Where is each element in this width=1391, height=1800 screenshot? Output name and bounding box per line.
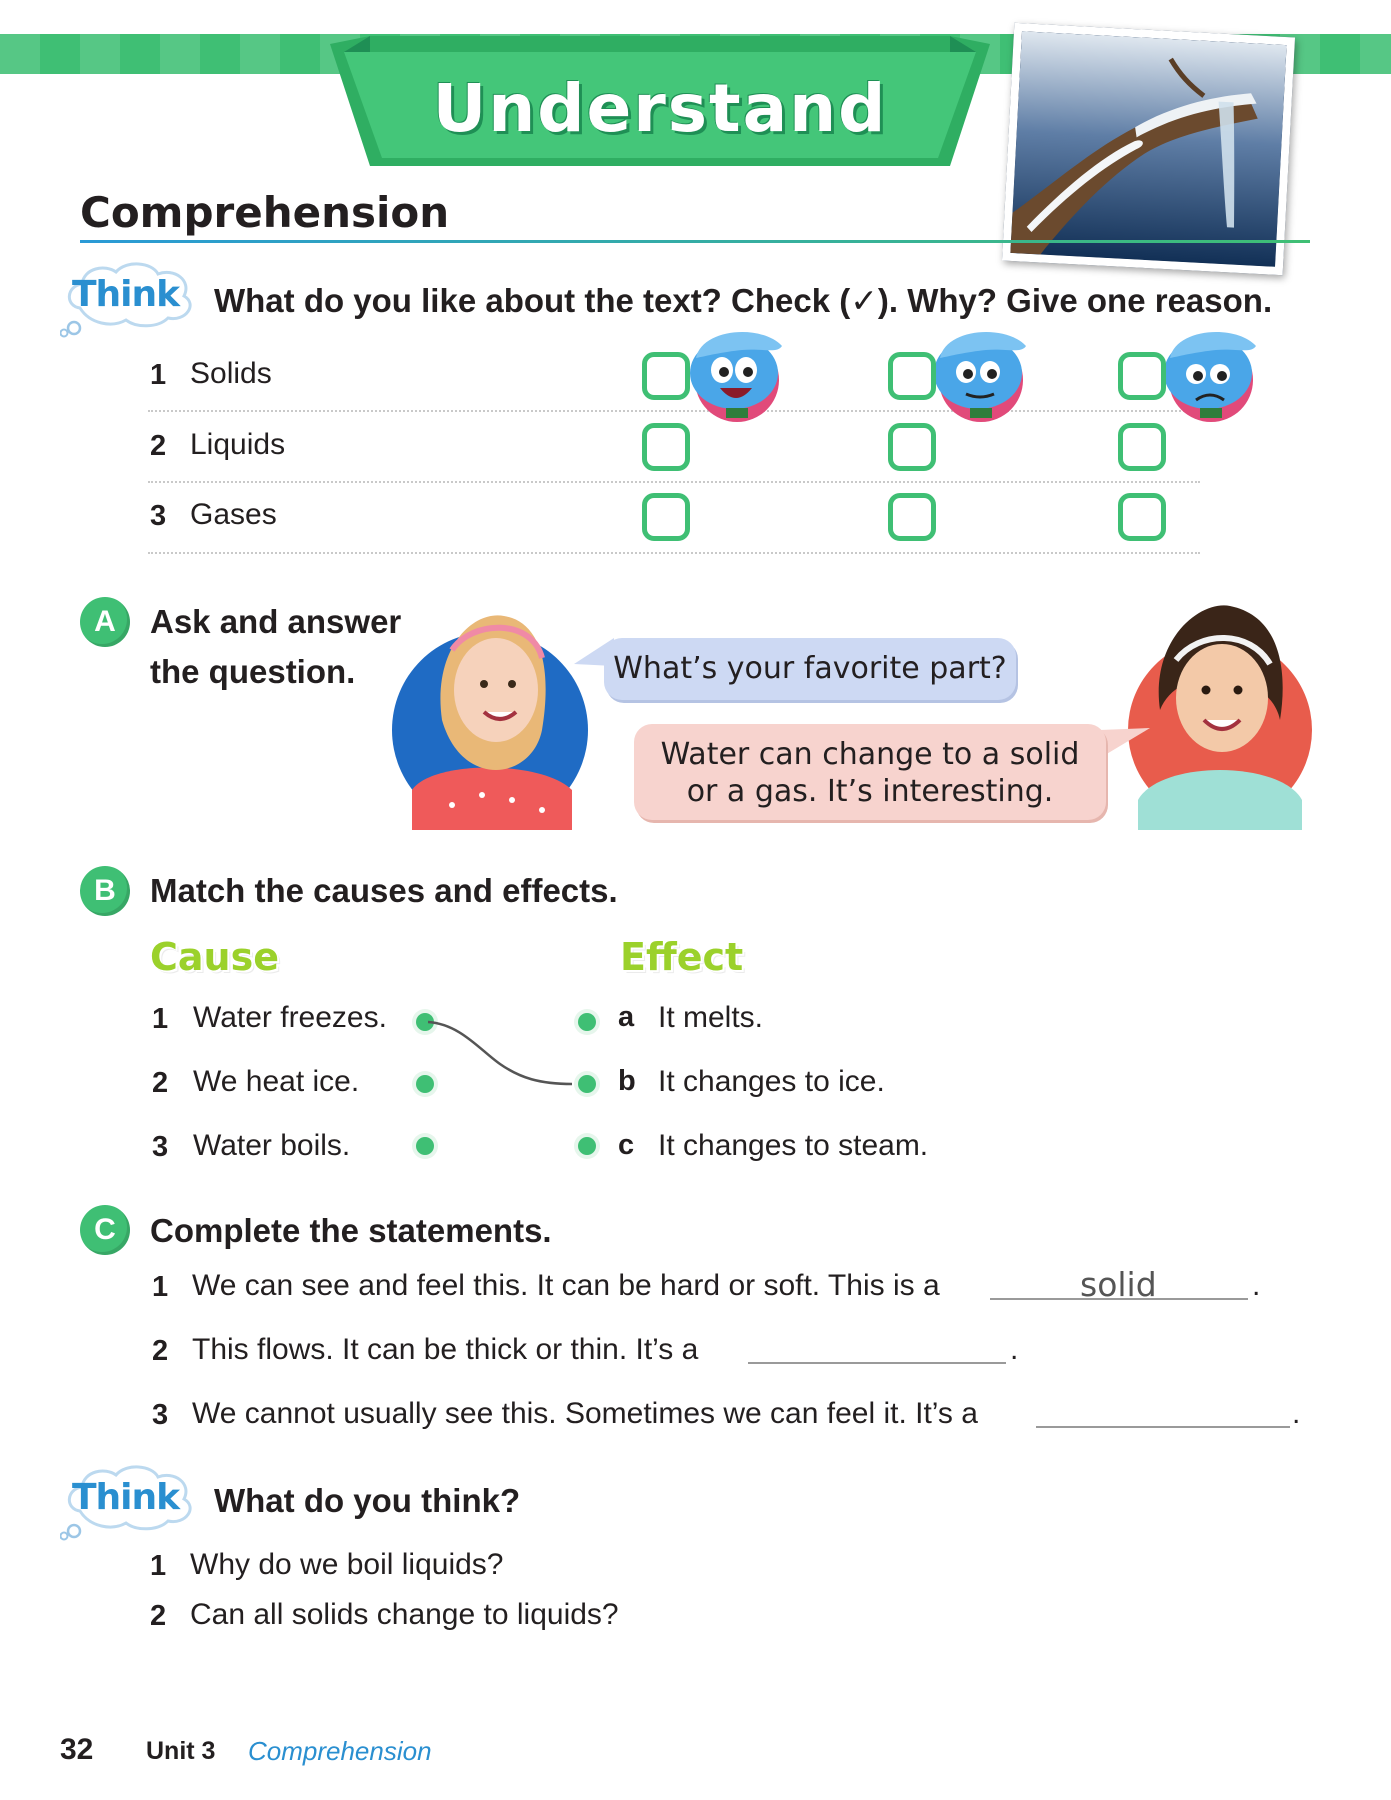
effect-match-dot[interactable] [578, 1013, 596, 1031]
checkbox-solids-sad[interactable] [1118, 352, 1166, 400]
section-a-badge: A [80, 597, 130, 647]
cause-text: We heat ice. [193, 1065, 360, 1098]
speech-bubble-question [604, 638, 1016, 700]
cause-match-dot[interactable] [416, 1137, 434, 1155]
checkbox-solids-happy[interactable] [642, 352, 690, 400]
happy-face-icon [682, 318, 792, 428]
effect-match-dot[interactable] [578, 1137, 596, 1155]
bubble-tail-answer [1100, 728, 1150, 768]
statement-answer[interactable]: solid [1080, 1265, 1157, 1304]
think-badge [66, 262, 196, 332]
heading-underline [80, 240, 1310, 243]
cause-text: Water boils. [193, 1129, 351, 1162]
section-a-title-line2: the question. [150, 653, 356, 690]
checkbox-gases-neutral[interactable] [888, 493, 936, 541]
answer-blank[interactable] [748, 1362, 1006, 1364]
effect-letter: b [618, 1065, 636, 1097]
statement-number: 2 [152, 1335, 169, 1367]
section-c-badge: C [80, 1205, 130, 1255]
girl-avatar-left [392, 590, 592, 830]
cause-number: 3 [152, 1131, 169, 1163]
checkbox-liquids-neutral[interactable] [888, 423, 936, 471]
cause-number: 1 [152, 1003, 169, 1035]
section-b-title: Match the causes and effects. [150, 872, 618, 909]
checkbox-liquids-sad[interactable] [1118, 423, 1166, 471]
question-number: 1 [150, 1550, 167, 1582]
bubble-answer-line2: or a gas. It’s interesting. [686, 774, 1054, 809]
row-number: 3 [150, 500, 167, 532]
neutral-face-icon [926, 318, 1036, 428]
effect-match-dot[interactable] [578, 1075, 596, 1093]
think-label: Think [72, 274, 180, 315]
row-label-gases: Gases [190, 498, 277, 531]
section-b-badge: B [80, 866, 130, 916]
question-text: Can all solids change to liquids? [190, 1598, 619, 1631]
think-question: What do you like about the text? Check (✓). Why? Give one reason. [214, 282, 1273, 319]
cause-number: 2 [152, 1067, 169, 1099]
checkbox-gases-happy[interactable] [642, 493, 690, 541]
page-number: 32 [60, 1733, 94, 1766]
speech-bubble-answer [634, 724, 1106, 820]
statement-end: . [1252, 1269, 1261, 1302]
match-line [420, 1010, 580, 1090]
statement-text: We cannot usually see this. Sometimes we can feel it. It’s a [192, 1397, 978, 1430]
footer-section: Comprehension [248, 1736, 432, 1766]
row-divider [148, 410, 1200, 412]
question-text: Why do we boil liquids? [190, 1548, 504, 1581]
section-a-title: Ask and answer [150, 603, 402, 640]
effect-letter: a [618, 1001, 635, 1033]
question-number: 2 [150, 1600, 167, 1632]
sad-face-icon [1156, 318, 1266, 428]
think-label: Think [72, 1477, 180, 1518]
statement-text: We can see and feel this. It can be hard or soft. This is a [192, 1269, 940, 1302]
checkbox-liquids-happy[interactable] [642, 423, 690, 471]
girl-avatar-right [1120, 590, 1320, 830]
checkbox-gases-sad[interactable] [1118, 493, 1166, 541]
effect-text: It melts. [658, 1001, 764, 1034]
answer-blank[interactable] [1036, 1426, 1290, 1428]
page-title: Understand [432, 70, 888, 147]
section-heading: Comprehension [80, 188, 450, 237]
ice-branch-photo [1002, 23, 1295, 275]
bubble-answer-line1: Water can change to a solid [660, 737, 1080, 772]
effect-text: It changes to steam. [658, 1129, 929, 1162]
statement-number: 3 [152, 1399, 169, 1431]
cause-header: Cause [150, 935, 279, 979]
effect-header: Effect [620, 935, 744, 979]
section-c-title: Complete the statements. [150, 1212, 552, 1249]
effect-text: It changes to ice. [658, 1065, 885, 1098]
row-label-liquids: Liquids [190, 428, 286, 461]
answer-blank[interactable] [990, 1298, 1248, 1300]
row-divider [148, 481, 1200, 483]
row-number: 1 [150, 359, 167, 391]
think-question: What do you think? [214, 1482, 521, 1519]
row-number: 2 [150, 430, 167, 462]
statement-number: 1 [152, 1271, 169, 1303]
statement-text: This flows. It can be thick or thin. It’s a [192, 1333, 699, 1366]
cause-text: Water freezes. [193, 1001, 387, 1034]
row-label-solids: Solids [190, 357, 272, 390]
statement-end: . [1010, 1333, 1019, 1366]
bubble-question-text: What’s your favorite part? [613, 651, 1007, 686]
checkbox-solids-neutral[interactable] [888, 352, 936, 400]
statement-end: . [1292, 1397, 1301, 1430]
effect-letter: c [618, 1129, 635, 1161]
row-divider [148, 552, 1200, 554]
think-badge [66, 1465, 196, 1535]
footer-unit: Unit 3 [146, 1737, 216, 1765]
